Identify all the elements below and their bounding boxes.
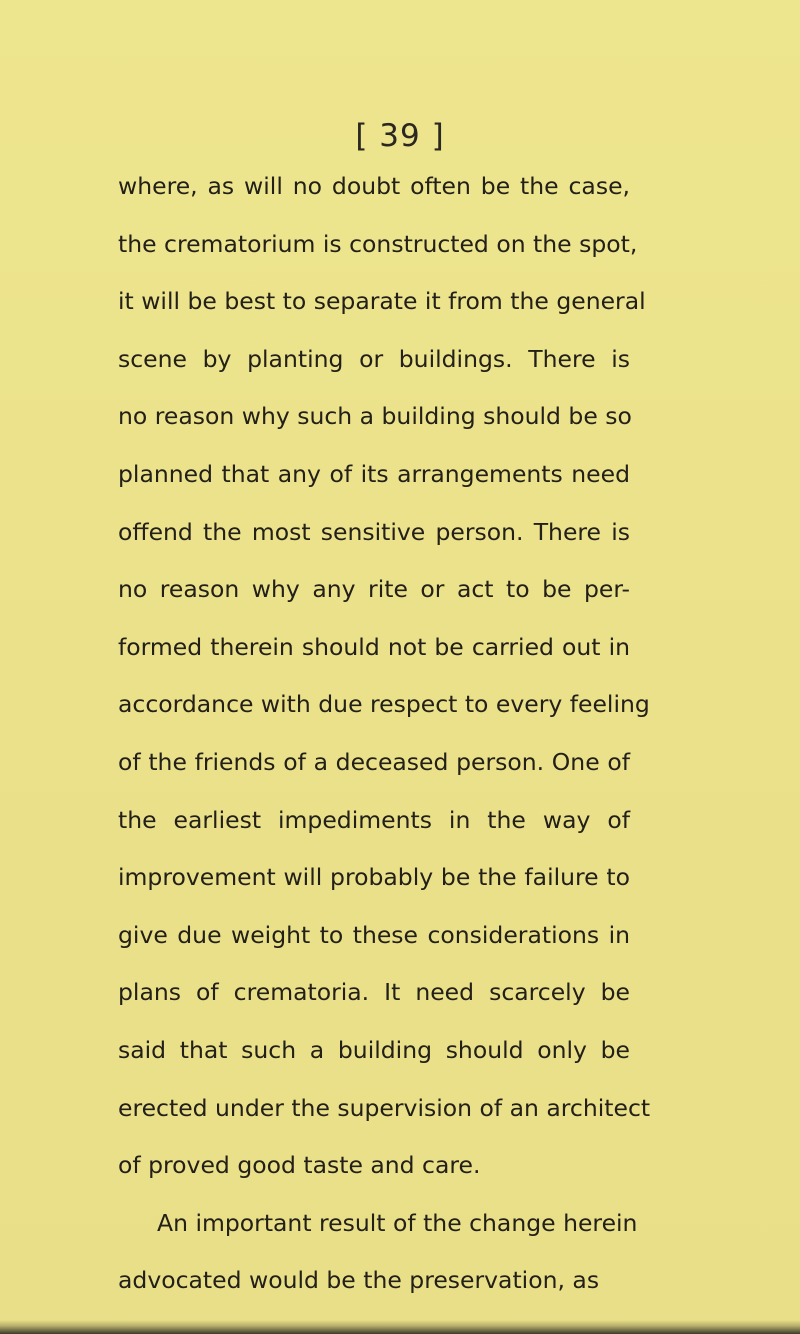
text-line: erected under the supervision of an architect: [118, 1093, 651, 1122]
text-line: offend the most sensitive person. There is: [118, 517, 630, 546]
body-text: [118, 158, 651, 1310]
text-line: no reason why such a building should be so: [118, 402, 632, 431]
page-number: [ 39 ]: [355, 118, 445, 154]
text-line: advocated would be the preservation, as: [118, 1266, 600, 1295]
text-line: improvement will probably be the failure to: [118, 863, 630, 892]
text-line: An important result of the change herein: [157, 1208, 638, 1237]
text-line: planned that any of its arrangements need: [118, 459, 630, 488]
page-edge-shadow: [0, 1320, 800, 1334]
text-line: it will be best to separate it from the general: [118, 287, 646, 316]
text-line: said that such a building should only be: [118, 1035, 630, 1064]
text-line: accordance with due respect to every feeling: [118, 690, 650, 719]
text-line: formed therein should not be carried out in: [118, 632, 630, 661]
text-line: the earliest impediments in the way of: [118, 805, 630, 834]
text-line: plans of crematoria. It need scarcely be: [118, 978, 630, 1007]
text-line: of the friends of a deceased person. One of: [118, 747, 630, 776]
text-line: no reason why any rite or act to be per-: [118, 575, 630, 604]
text-line: scene by planting or buildings. There is: [118, 344, 630, 373]
text-line: of proved good taste and care.: [118, 1151, 481, 1180]
text-line: where, as will no doubt often be the case,: [118, 172, 630, 200]
text-line: the crematorium is constructed on the spot,: [118, 229, 638, 258]
text-line: give due weight to these considerations in: [118, 920, 630, 949]
